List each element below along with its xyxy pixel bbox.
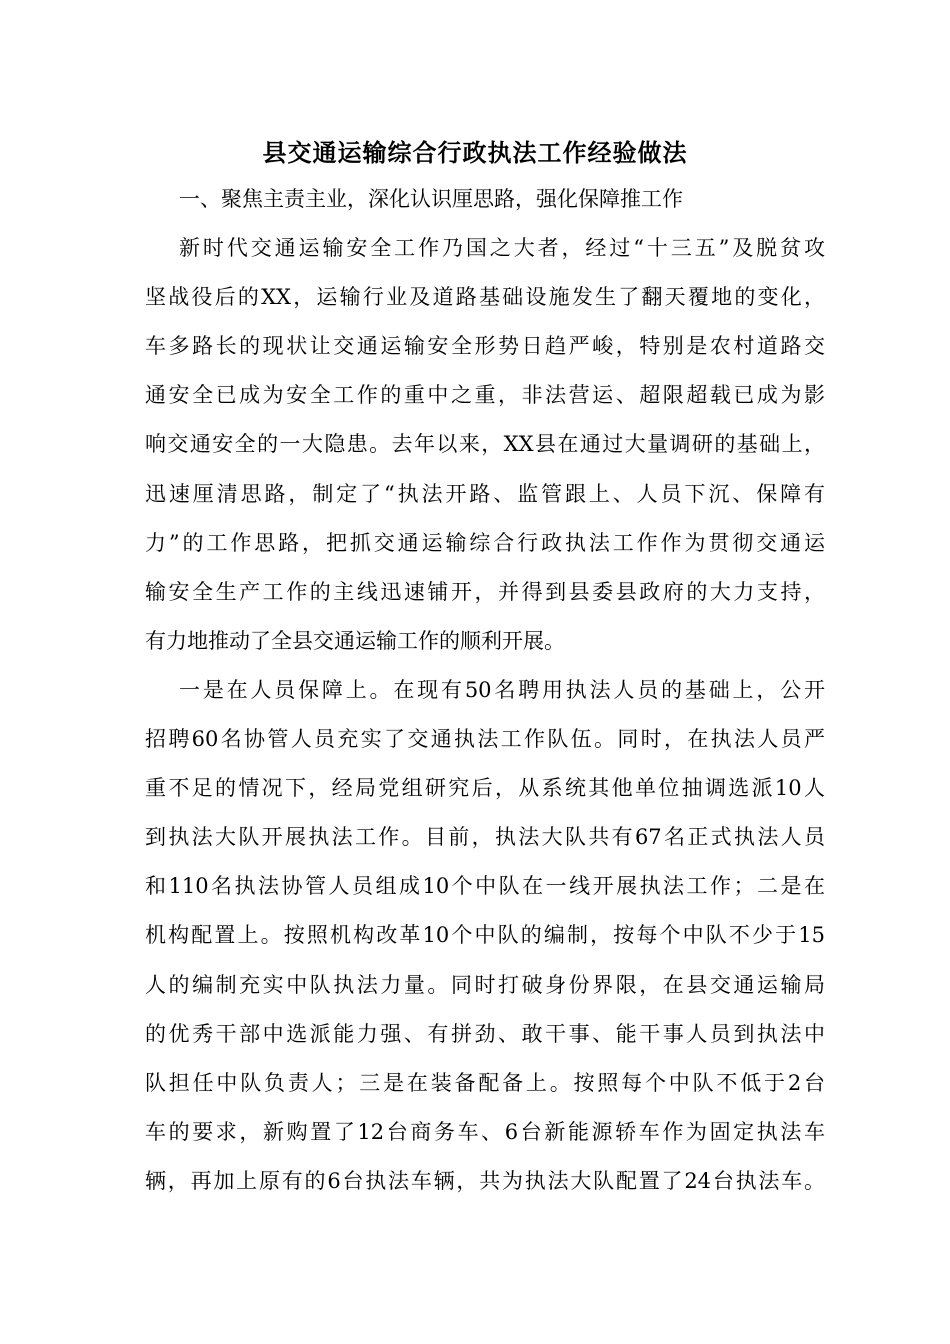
- document-title: 县交通运输综合行政执法工作经验做法: [262, 138, 688, 167]
- paragraph-line: 和110名执法协管人员组成10个中队在一线开展执法工作；二是在: [145, 874, 825, 899]
- paragraph-line: 辆，再加上原有的6台执法车辆，共为执法大队配置了24台执法车。: [145, 1168, 825, 1193]
- paragraph-line: 一是在人员保障上。在现有50名聘用执法人员的基础上，公开: [179, 677, 825, 702]
- paragraph-line: 重不足的情况下，经局党组研究后，从系统其他单位抽调选派10人: [145, 776, 825, 801]
- paragraph-line: 输安全生产工作的主线迅速铺开，并得到县委县政府的大力支持，: [145, 579, 825, 604]
- paragraph-line: 队担任中队负责人；三是在装备配备上。按照每个中队不低于2台: [145, 1070, 825, 1095]
- paragraph-line: 的优秀干部中选派能力强、有拼劲、敢干事、能干事人员到执法中: [145, 1021, 825, 1046]
- document-body: [145, 182, 825, 1213]
- paragraph-line: 机构配置上。按照机构改革10个中队的编制，按每个中队不少于15: [145, 923, 825, 948]
- paragraph-line: 车多路长的现状让交通运输安全形势日趋严峻，特别是农村道路交: [145, 334, 825, 359]
- section-heading: 一、聚焦主责主业，深化认识厘思路，强化保障推工作: [179, 187, 683, 211]
- paragraph-line: 通安全已成为安全工作的重中之重，非法营运、超限超载已成为影: [145, 383, 825, 408]
- paragraph-line: 到执法大队开展执法工作。目前，执法大队共有67名正式执法人员: [145, 825, 825, 850]
- paragraph-line: 新时代交通运输安全工作乃国之大者，经过“十三五”及脱贫攻: [179, 236, 825, 261]
- paragraph-line: 车的要求，新购置了12台商务车、6台新能源轿车作为固定执法车: [145, 1119, 825, 1144]
- paragraph-line: 人的编制充实中队执法力量。同时打破身份界限，在县交通运输局: [145, 972, 825, 997]
- paragraph-line: 力”的工作思路，把抓交通运输综合行政执法工作作为贯彻交通运: [145, 530, 825, 555]
- paragraph-line: 招聘60名协管人员充实了交通执法工作队伍。同时，在执法人员严: [145, 727, 825, 752]
- paragraph-line: 迅速厘清思路，制定了“执法开路、监管跟上、人员下沉、保障有: [145, 481, 825, 506]
- paragraph-line: 有力地推动了全县交通运输工作的顺利开展。: [145, 628, 565, 653]
- paragraph-line: 响交通安全的一大隐患。去年以来，XX县在通过大量调研的基础上，: [145, 432, 825, 457]
- paragraph-line: 坚战役后的XX，运输行业及道路基础设施发生了翻天覆地的变化，: [145, 285, 825, 310]
